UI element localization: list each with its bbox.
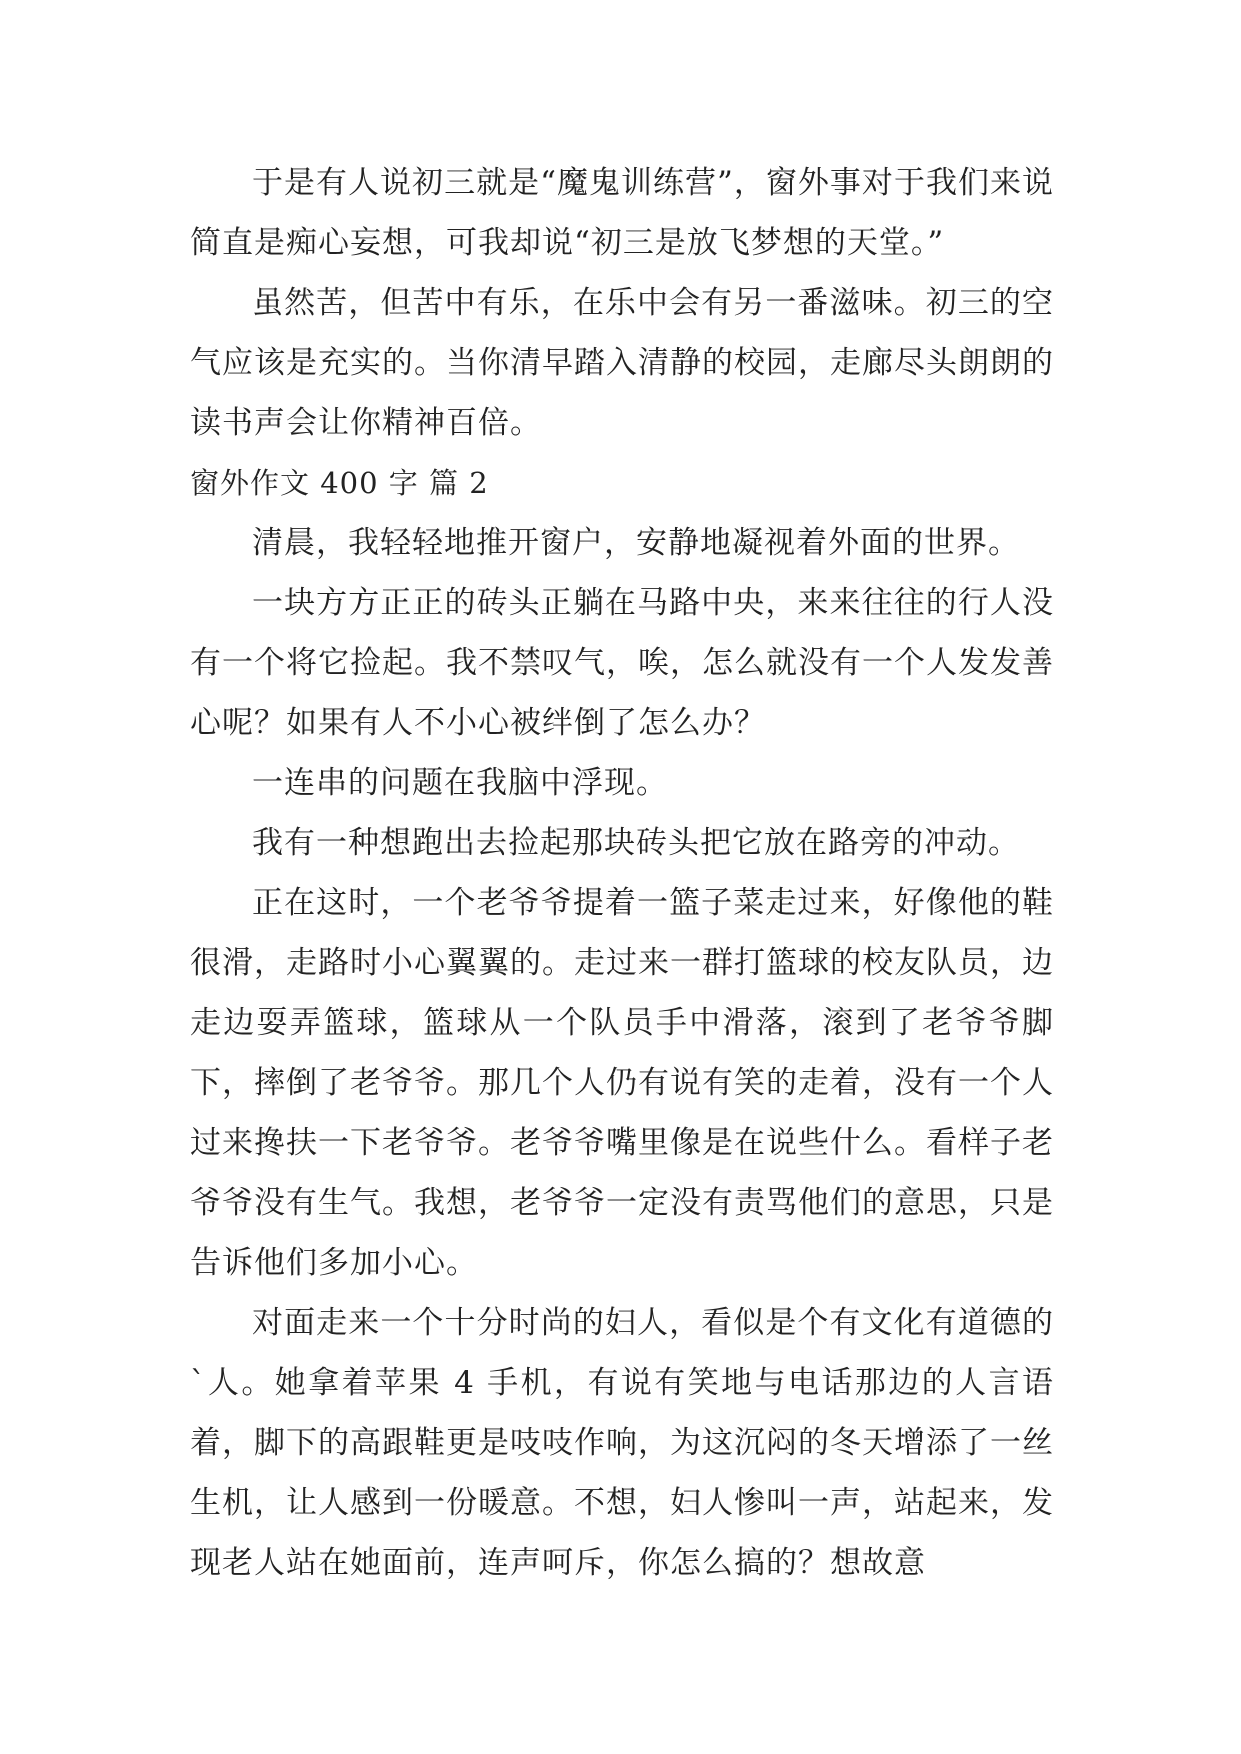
- paragraph: 一连串的问题在我脑中浮现。: [252, 765, 668, 801]
- paragraph: 清晨，我轻轻地推开窗户，安静地凝视着外面的世界。: [252, 525, 1020, 561]
- paragraph: 正在这时，一个老爷爷提着一篮子菜走过来，好像他的鞋很滑，走路时小心翼翼的。走过来一群打篮球的校友队员，边走边耍弄篮球，篮球从一个队员手中滑落，滚到了老爷爷脚下，摔倒了老爷爷。那几个人仍有说有笑的走着，没有一个人过来搀扶一下老爷爷。老爷爷嘴里像是在说些什么。看样子老爷爷没有生气。我想，老爷爷一定没有责骂他们的意思，只是告诉他们多加小心。: [190, 885, 1054, 1281]
- paragraph: 一块方方正正的砖头正躺在马路中央，来来往往的行人没有一个将它捡起。我不禁叹气，唉，怎么就没有一个人发发善心呢？如果有人不小心被绊倒了怎么办？: [190, 585, 1054, 741]
- section-heading: 窗外作文 400 字 篇 2: [190, 466, 489, 500]
- paragraph: 我有一种想跑出去捡起那块砖头把它放在路旁的冲动。: [252, 825, 1020, 861]
- paragraph: 对面走来一个十分时尚的妇人，看似是个有文化有道德的`人。她拿着苹果 4 手机，有说有笑地与电话那边的人言语着，脚下的高跟鞋更是吱吱作响，为这沉闷的冬天增添了一丝生机，让人感到一份暖意。不想，妇人惨叫一声，站起来，发现老人站在她面前，连声呵斥，你怎么搞的？想故意: [190, 1305, 1054, 1581]
- paragraph: 虽然苦，但苦中有乐，在乐中会有另一番滋味。初三的空气应该是充实的。当你清早踏入清静的校园，走廊尽头朗朗的读书声会让你精神百倍。: [190, 285, 1054, 441]
- paragraph: 于是有人说初三就是“魔鬼训练营”，窗外事对于我们来说简直是痴心妄想，可我却说“初三是放飞梦想的天堂。”: [190, 165, 1054, 261]
- document-body: [190, 153, 1054, 1593]
